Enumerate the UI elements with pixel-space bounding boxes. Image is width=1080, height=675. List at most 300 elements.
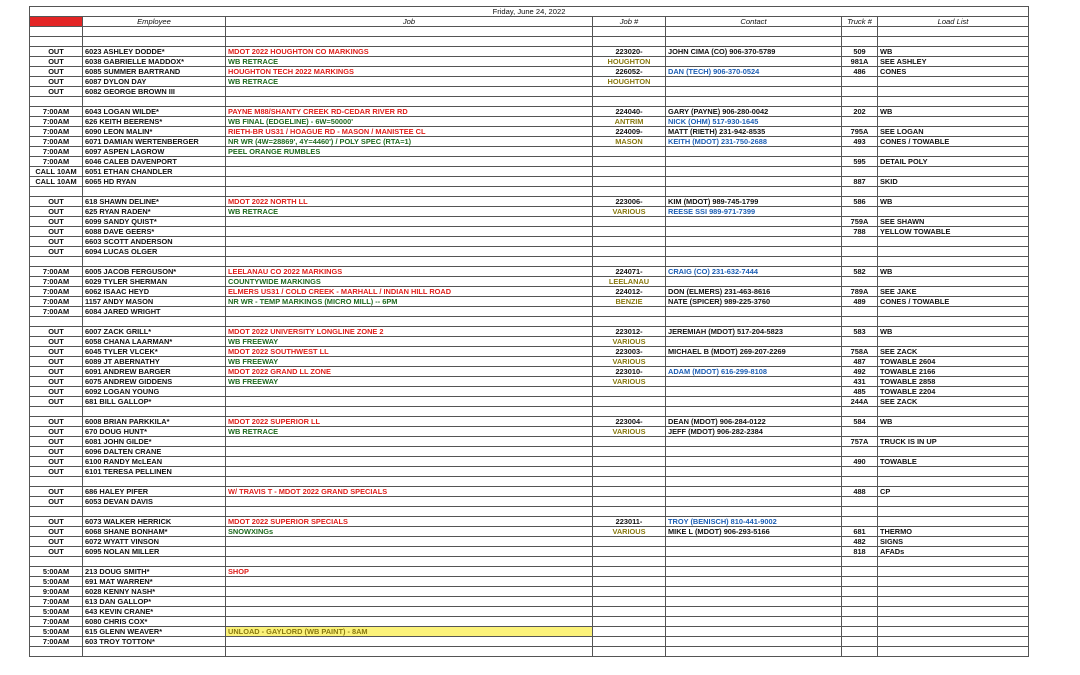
- table-row: [30, 467, 1029, 477]
- time-cell: OUT: [30, 227, 83, 237]
- contact-cell: [666, 337, 842, 347]
- time-cell: OUT: [30, 397, 83, 407]
- truck-cell: 482: [842, 537, 878, 547]
- truck-cell: [842, 647, 878, 657]
- truck-cell: [842, 277, 878, 287]
- job-cell: HOUGHTON TECH 2022 MARKINGS: [226, 67, 593, 77]
- table-row: [30, 87, 1029, 97]
- time-cell: 5:00AM: [30, 627, 83, 637]
- job-cell: WB RETRACE: [226, 427, 593, 437]
- schedule-table: [29, 6, 1029, 657]
- employee-cell: 6062 ISAAC HEYD: [83, 287, 226, 297]
- time-cell: OUT: [30, 457, 83, 467]
- job-cell: COUNTYWIDE MARKINGS: [226, 277, 593, 287]
- table-row: [30, 337, 1029, 347]
- truck-cell: [842, 37, 878, 47]
- table-row: [30, 537, 1029, 547]
- contact-cell: [666, 277, 842, 287]
- employee-cell: 625 RYAN RADEN*: [83, 207, 226, 217]
- time-cell: [30, 557, 83, 567]
- truck-cell: [842, 187, 878, 197]
- contact-cell: [666, 447, 842, 457]
- contact-cell: [666, 247, 842, 257]
- truck-cell: 757A: [842, 437, 878, 447]
- load-list-cell: [878, 627, 1029, 637]
- job-cell: [226, 587, 593, 597]
- load-list-cell: [878, 587, 1029, 597]
- load-list-cell: CONES / TOWABLE: [878, 297, 1029, 307]
- contact-cell: CRAIG (CO) 231-632-7444: [666, 267, 842, 277]
- contact-cell: [666, 597, 842, 607]
- job-number-cell: [593, 647, 666, 657]
- employee-cell: 6084 JARED WRIGHT: [83, 307, 226, 317]
- truck-cell: [842, 427, 878, 437]
- employee-cell: 6023 ASHLEY DODDE*: [83, 47, 226, 57]
- time-cell: OUT: [30, 417, 83, 427]
- load-list-cell: WB: [878, 267, 1029, 277]
- job-cell: NR WR - TEMP MARKINGS (MICRO MILL) -- 6PM: [226, 297, 593, 307]
- load-list-cell: WB: [878, 107, 1029, 117]
- truck-cell: 493: [842, 137, 878, 147]
- employee-cell: 643 KEVIN CRANE*: [83, 607, 226, 617]
- job-number-cell: [593, 627, 666, 637]
- time-cell: OUT: [30, 367, 83, 377]
- time-cell: OUT: [30, 217, 83, 227]
- contact-cell: [666, 227, 842, 237]
- contact-cell: [666, 87, 842, 97]
- contact-cell: [666, 317, 842, 327]
- table-row: [30, 397, 1029, 407]
- load-list-cell: [878, 497, 1029, 507]
- job-number-cell: [593, 187, 666, 197]
- table-row: [30, 217, 1029, 227]
- time-cell: OUT: [30, 547, 83, 557]
- table-row: [30, 487, 1029, 497]
- spacer-row: [30, 407, 1029, 417]
- contact-cell: [666, 167, 842, 177]
- job-cell: [226, 447, 593, 457]
- employee-cell: [83, 647, 226, 657]
- table-row: [30, 377, 1029, 387]
- contact-cell: NATE (SPICER) 989-225-3760: [666, 297, 842, 307]
- job-number-cell: VARIOUS: [593, 207, 666, 217]
- job-cell: [226, 507, 593, 517]
- table-row: [30, 517, 1029, 527]
- job-number-cell: [593, 217, 666, 227]
- time-cell: OUT: [30, 197, 83, 207]
- table-row: [30, 157, 1029, 167]
- load-list-cell: [878, 447, 1029, 457]
- contact-cell: NICK (OHM) 517-930-1645: [666, 117, 842, 127]
- load-list-cell: [878, 407, 1029, 417]
- time-cell: [30, 507, 83, 517]
- employee-cell: 670 DOUG HUNT*: [83, 427, 226, 437]
- contact-cell: [666, 217, 842, 227]
- contact-cell: [666, 507, 842, 517]
- employee-cell: [83, 187, 226, 197]
- table-row: [30, 47, 1029, 57]
- spacer-row: [30, 647, 1029, 657]
- truck-cell: 486: [842, 67, 878, 77]
- time-cell: [30, 647, 83, 657]
- job-number-cell: [593, 457, 666, 467]
- spacer-row: [30, 317, 1029, 327]
- time-cell: 9:00AM: [30, 587, 83, 597]
- job-cell: WB FINAL (EDGELINE) - 6W=50000': [226, 117, 593, 127]
- truck-cell: 759A: [842, 217, 878, 227]
- job-cell: [226, 617, 593, 627]
- job-cell: WB RETRACE: [226, 207, 593, 217]
- load-list-cell: TOWABLE: [878, 457, 1029, 467]
- contact-cell: REESE SSI 989-971-7399: [666, 207, 842, 217]
- time-cell: CALL 10AM: [30, 177, 83, 187]
- load-list-cell: [878, 87, 1029, 97]
- time-cell: OUT: [30, 327, 83, 337]
- contact-cell: [666, 387, 842, 397]
- header-time: Time: [30, 17, 83, 27]
- job-cell: [226, 647, 593, 657]
- contact-cell: [666, 557, 842, 567]
- job-number-cell: [593, 487, 666, 497]
- time-cell: 5:00AM: [30, 577, 83, 587]
- job-number-cell: 226052-: [593, 67, 666, 77]
- job-number-cell: 223010-: [593, 367, 666, 377]
- truck-cell: 490: [842, 457, 878, 467]
- job-number-cell: [593, 37, 666, 47]
- truck-cell: 788: [842, 227, 878, 237]
- header-contact: Contact: [666, 17, 842, 27]
- job-cell: [226, 397, 593, 407]
- time-cell: 7:00AM: [30, 617, 83, 627]
- contact-cell: [666, 397, 842, 407]
- truck-cell: 584: [842, 417, 878, 427]
- load-list-cell: CP: [878, 487, 1029, 497]
- time-cell: 7:00AM: [30, 267, 83, 277]
- table-row: [30, 577, 1029, 587]
- contact-cell: [666, 487, 842, 497]
- job-cell: NR WR (4W=28869', 4Y=4460') / POLY SPEC (RTA=1): [226, 137, 593, 147]
- job-number-cell: 224009-: [593, 127, 666, 137]
- job-number-cell: ANTRIM: [593, 117, 666, 127]
- truck-cell: 431: [842, 377, 878, 387]
- header-job: Job: [226, 17, 593, 27]
- load-list-cell: SIGNS: [878, 537, 1029, 547]
- load-list-cell: AFADs: [878, 547, 1029, 557]
- job-number-cell: BENZIE: [593, 297, 666, 307]
- time-cell: OUT: [30, 517, 83, 527]
- table-row: [30, 227, 1029, 237]
- employee-cell: [83, 557, 226, 567]
- header-employee: Employee: [83, 17, 226, 27]
- contact-cell: [666, 457, 842, 467]
- spacer-row: [30, 257, 1029, 267]
- employee-cell: 6007 ZACK GRILL*: [83, 327, 226, 337]
- job-number-cell: [593, 497, 666, 507]
- employee-cell: 6087 DYLON DAY: [83, 77, 226, 87]
- time-cell: 7:00AM: [30, 137, 83, 147]
- time-cell: 7:00AM: [30, 277, 83, 287]
- job-number-cell: VARIOUS: [593, 377, 666, 387]
- truck-cell: 488: [842, 487, 878, 497]
- time-cell: [30, 477, 83, 487]
- job-cell: UNLOAD - GAYLORD (WB PAINT) - 8AM: [226, 627, 593, 637]
- job-cell: [226, 497, 593, 507]
- contact-cell: [666, 77, 842, 87]
- time-cell: OUT: [30, 527, 83, 537]
- table-row: [30, 137, 1029, 147]
- load-list-cell: CONES / TOWABLE: [878, 137, 1029, 147]
- job-number-cell: [593, 227, 666, 237]
- contact-cell: MIKE L (MDOT) 906-293-5166: [666, 527, 842, 537]
- truck-cell: [842, 337, 878, 347]
- load-list-cell: TRUCK IS IN UP: [878, 437, 1029, 447]
- employee-cell: 6101 TERESA PELLINEN: [83, 467, 226, 477]
- job-number-cell: [593, 247, 666, 257]
- load-list-cell: [878, 97, 1029, 107]
- job-number-cell: [593, 407, 666, 417]
- contact-cell: MATT (RIETH) 231-942-8535: [666, 127, 842, 137]
- truck-cell: 681: [842, 527, 878, 537]
- truck-cell: [842, 447, 878, 457]
- employee-cell: 691 MAT WARREN*: [83, 577, 226, 587]
- contact-cell: [666, 437, 842, 447]
- truck-cell: [842, 247, 878, 257]
- truck-cell: [842, 317, 878, 327]
- table-row: [30, 597, 1029, 607]
- time-cell: 5:00AM: [30, 607, 83, 617]
- load-list-cell: [878, 77, 1029, 87]
- load-list-cell: SEE SHAWN: [878, 217, 1029, 227]
- job-cell: [226, 247, 593, 257]
- time-cell: 7:00AM: [30, 597, 83, 607]
- truck-cell: [842, 577, 878, 587]
- time-cell: 7:00AM: [30, 117, 83, 127]
- employee-cell: 6095 NOLAN MILLER: [83, 547, 226, 557]
- contact-cell: [666, 27, 842, 37]
- time-cell: OUT: [30, 237, 83, 247]
- load-list-cell: [878, 597, 1029, 607]
- job-number-cell: [593, 607, 666, 617]
- job-number-cell: [593, 547, 666, 557]
- employee-cell: 6008 BRIAN PARKKILA*: [83, 417, 226, 427]
- job-number-cell: VARIOUS: [593, 357, 666, 367]
- table-row: [30, 367, 1029, 377]
- job-number-cell: 224012-: [593, 287, 666, 297]
- contact-cell: [666, 617, 842, 627]
- job-number-cell: [593, 27, 666, 37]
- truck-cell: 795A: [842, 127, 878, 137]
- contact-cell: ADAM (MDOT) 616-299-8108: [666, 367, 842, 377]
- truck-cell: [842, 587, 878, 597]
- load-list-cell: [878, 147, 1029, 157]
- truck-cell: [842, 27, 878, 37]
- load-list-cell: DETAIL POLY: [878, 157, 1029, 167]
- time-cell: OUT: [30, 437, 83, 447]
- time-cell: OUT: [30, 447, 83, 457]
- time-cell: 7:00AM: [30, 107, 83, 117]
- truck-cell: [842, 557, 878, 567]
- table-row: [30, 327, 1029, 337]
- time-cell: [30, 317, 83, 327]
- load-list-cell: WB: [878, 327, 1029, 337]
- job-cell: [226, 227, 593, 237]
- job-number-cell: [593, 177, 666, 187]
- employee-cell: 6094 LUCAS OLGER: [83, 247, 226, 257]
- contact-cell: [666, 97, 842, 107]
- load-list-cell: [878, 317, 1029, 327]
- contact-cell: [666, 57, 842, 67]
- load-list-cell: SKID: [878, 177, 1029, 187]
- schedule-sheet: [29, 6, 1028, 657]
- truck-cell: 981A: [842, 57, 878, 67]
- load-list-cell: SEE ASHLEY: [878, 57, 1029, 67]
- load-list-cell: TOWABLE 2858: [878, 377, 1029, 387]
- load-list-cell: [878, 507, 1029, 517]
- contact-cell: [666, 607, 842, 617]
- job-number-cell: 223011-: [593, 517, 666, 527]
- time-cell: [30, 37, 83, 47]
- employee-cell: 6068 SHANE BONHAM*: [83, 527, 226, 537]
- table-row: [30, 587, 1029, 597]
- truck-cell: 485: [842, 387, 878, 397]
- load-list-cell: [878, 257, 1029, 267]
- job-cell: W/ TRAVIS T - MDOT 2022 GRAND SPECIALS: [226, 487, 593, 497]
- load-list-cell: YELLOW TOWABLE: [878, 227, 1029, 237]
- job-cell: [226, 537, 593, 547]
- job-cell: MDOT 2022 GRAND LL ZONE: [226, 367, 593, 377]
- header-truck: Truck #: [842, 17, 878, 27]
- time-cell: [30, 187, 83, 197]
- employee-cell: 6603 SCOTT ANDERSON: [83, 237, 226, 247]
- time-cell: OUT: [30, 77, 83, 87]
- truck-cell: 583: [842, 327, 878, 337]
- contact-cell: [666, 157, 842, 167]
- load-list-cell: [878, 167, 1029, 177]
- employee-cell: [83, 257, 226, 267]
- job-number-cell: [593, 447, 666, 457]
- table-row: [30, 297, 1029, 307]
- load-list-cell: [878, 577, 1029, 587]
- contact-cell: [666, 177, 842, 187]
- load-list-cell: SEE JAKE: [878, 287, 1029, 297]
- employee-cell: 686 HALEY PIFER: [83, 487, 226, 497]
- job-number-cell: [593, 637, 666, 647]
- truck-cell: 818: [842, 547, 878, 557]
- table-row: [30, 67, 1029, 77]
- employee-cell: 6088 DAVE GEERS*: [83, 227, 226, 237]
- employee-cell: 613 DAN GALLOP*: [83, 597, 226, 607]
- job-cell: PEEL ORANGE RUMBLES: [226, 147, 593, 157]
- job-number-cell: [593, 537, 666, 547]
- contact-cell: [666, 567, 842, 577]
- employee-cell: 6071 DAMIAN WERTENBERGER: [83, 137, 226, 147]
- load-list-cell: THERMO: [878, 527, 1029, 537]
- load-list-cell: [878, 247, 1029, 257]
- table-row: [30, 237, 1029, 247]
- job-number-cell: [593, 597, 666, 607]
- job-cell: WB RETRACE: [226, 77, 593, 87]
- job-cell: [226, 157, 593, 167]
- employee-cell: 603 TROY TOTTON*: [83, 637, 226, 647]
- job-number-cell: [593, 237, 666, 247]
- job-number-cell: [593, 397, 666, 407]
- contact-cell: GARY (PAYNE) 906-280-0042: [666, 107, 842, 117]
- job-number-cell: 223006-: [593, 197, 666, 207]
- time-cell: OUT: [30, 497, 83, 507]
- spacer-row: [30, 27, 1029, 37]
- contact-cell: [666, 537, 842, 547]
- job-cell: ELMERS US31 / COLD CREEK - MARHALL / INDIAN HILL ROAD: [226, 287, 593, 297]
- job-cell: MDOT 2022 HOUGHTON CO MARKINGS: [226, 47, 593, 57]
- job-cell: MDOT 2022 NORTH LL: [226, 197, 593, 207]
- load-list-cell: TOWABLE 2204: [878, 387, 1029, 397]
- contact-cell: [666, 37, 842, 47]
- truck-cell: 758A: [842, 347, 878, 357]
- employee-cell: 6072 WYATT VINSON: [83, 537, 226, 547]
- employee-cell: [83, 407, 226, 417]
- truck-cell: 887: [842, 177, 878, 187]
- contact-cell: TROY (BENISCH) 810-441-9002: [666, 517, 842, 527]
- contact-cell: [666, 407, 842, 417]
- table-row: [30, 247, 1029, 257]
- time-cell: OUT: [30, 387, 83, 397]
- table-row: [30, 287, 1029, 297]
- table-row: [30, 127, 1029, 137]
- load-list-cell: [878, 517, 1029, 527]
- table-row: [30, 197, 1029, 207]
- job-number-cell: [593, 437, 666, 447]
- contact-cell: [666, 587, 842, 597]
- job-cell: [226, 167, 593, 177]
- truck-cell: 586: [842, 197, 878, 207]
- table-row: [30, 77, 1029, 87]
- contact-cell: [666, 637, 842, 647]
- truck-cell: [842, 407, 878, 417]
- time-cell: 5:00AM: [30, 567, 83, 577]
- contact-cell: KEITH (MDOT) 231-750-2688: [666, 137, 842, 147]
- contact-cell: DAN (TECH) 906-370-0524: [666, 67, 842, 77]
- employee-cell: [83, 477, 226, 487]
- job-number-cell: MASON: [593, 137, 666, 147]
- job-cell: MDOT 2022 UNIVERSITY LONGLINE ZONE 2: [226, 327, 593, 337]
- job-number-cell: 224071-: [593, 267, 666, 277]
- truck-cell: [842, 637, 878, 647]
- employee-cell: 6058 CHANA LAARMAN*: [83, 337, 226, 347]
- header-load-list: Load List: [878, 17, 1029, 27]
- job-number-cell: 223012-: [593, 327, 666, 337]
- time-cell: 7:00AM: [30, 297, 83, 307]
- truck-cell: 509: [842, 47, 878, 57]
- truck-cell: [842, 567, 878, 577]
- job-cell: PAYNE M88/SHANTY CREEK RD-CEDAR RIVER RD: [226, 107, 593, 117]
- table-row: [30, 447, 1029, 457]
- contact-cell: [666, 647, 842, 657]
- truck-cell: 492: [842, 367, 878, 377]
- contact-cell: [666, 477, 842, 487]
- job-cell: [226, 317, 593, 327]
- employee-cell: [83, 317, 226, 327]
- job-cell: [226, 217, 593, 227]
- job-cell: WB FREEWAY: [226, 357, 593, 367]
- title-row: [30, 7, 1029, 17]
- job-number-cell: [593, 577, 666, 587]
- load-list-cell: SEE ZACK: [878, 397, 1029, 407]
- table-row: [30, 347, 1029, 357]
- truck-cell: [842, 607, 878, 617]
- table-row: [30, 547, 1029, 557]
- load-list-cell: [878, 277, 1029, 287]
- time-cell: 7:00AM: [30, 637, 83, 647]
